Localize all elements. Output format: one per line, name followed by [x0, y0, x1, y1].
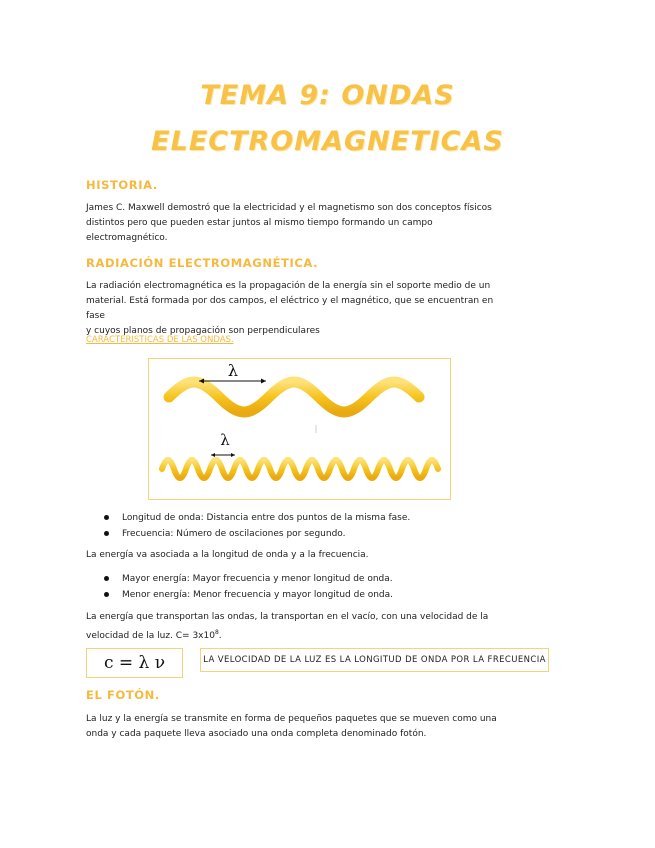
text-line: James C. Maxwell demostró que la electricidad y el magnetismo son dos conceptos físicos: [86, 203, 492, 213]
text-line: La radiación electromagnética es la propagación de la energía sin el soporte medio de un: [86, 281, 491, 291]
list-item: [100, 571, 393, 587]
list-item-text: Menor energía: Menor frecuencia y mayor longitud de onda.: [122, 590, 394, 600]
list-item: [100, 526, 410, 542]
text-line: La energía que transportan las ondas, la transportan en el vacío, con una velocidad de la: [86, 612, 489, 622]
list-item-text: Mayor energía: Mayor frecuencia y menor longitud de onda.: [122, 574, 393, 584]
short-wave: [162, 460, 438, 478]
list-item: [100, 587, 393, 603]
wave-figure: [148, 358, 451, 500]
text-line: La luz y la energía se transmite en forma de pequeños paquetes que se mueven como una: [86, 714, 497, 724]
list-item-text: Frecuencia: Número de oscilaciones por segundo.: [122, 529, 346, 539]
text-line: electromagnético.: [86, 233, 168, 243]
section-heading-historia: HISTORIA.: [86, 178, 158, 192]
energy-list: [100, 571, 393, 603]
bullet-icon: [104, 576, 109, 581]
text-line: y cuyos planos de propagación son perpendiculares: [86, 326, 320, 336]
lambda-bottom-marker: [211, 453, 235, 457]
historia-paragraph: [86, 201, 506, 246]
subheading-caracteristicas: CARACTERISTICAS DE LAS ONDAS.: [86, 335, 234, 345]
section-heading-radiacion: RADIACIÓN ELECTROMAGNÉTICA.: [86, 256, 319, 270]
page-title-line2: ELECTROMAGNETICAS: [151, 126, 504, 157]
lambda-bottom-label: λ: [220, 431, 230, 449]
radiacion-paragraph: [86, 279, 506, 339]
long-wave: [169, 382, 419, 412]
characteristics-list: [100, 510, 410, 542]
text-line: distintos pero que pueden estar juntos al mismo tiempo formando un campo: [86, 218, 433, 228]
page-title-line1: TEMA 9: ONDAS: [200, 80, 455, 111]
formula-box: c = λ ν: [86, 648, 183, 678]
wave-diagram: [149, 359, 449, 498]
bullet-icon: [104, 515, 109, 520]
foton-paragraph: [86, 712, 506, 742]
lambda-top-label: λ: [227, 361, 239, 380]
text-line: material. Está formada por dos campos, el eléctrico y el magnético, que se encuentran en fase: [86, 296, 494, 321]
speed-suffix: .: [218, 631, 222, 641]
speed-exponent: 8: [214, 629, 219, 636]
list-item-text: Longitud de onda: Distancia entre dos puntos de la misma fase.: [122, 513, 411, 523]
text-line: [86, 625, 506, 644]
text-line: onda y cada paquete lleva asociado una onda completa denominado fotón.: [86, 729, 427, 739]
energy-intro: La energía va asociada a la longitud de onda y a la frecuencia.: [86, 550, 369, 560]
speed-text: velocidad de la luz. C= 3x10: [86, 631, 215, 641]
section-heading-foton: EL FOTÓN.: [86, 688, 160, 702]
energy-transport-paragraph: [86, 610, 506, 644]
formula-note: LA VELOCIDAD DE LA LUZ ES LA LONGITUD DE ONDA POR LA FRECUENCIA: [200, 648, 549, 672]
bullet-icon: [104, 592, 109, 597]
bullet-icon: [104, 531, 109, 536]
list-item: [100, 510, 410, 526]
